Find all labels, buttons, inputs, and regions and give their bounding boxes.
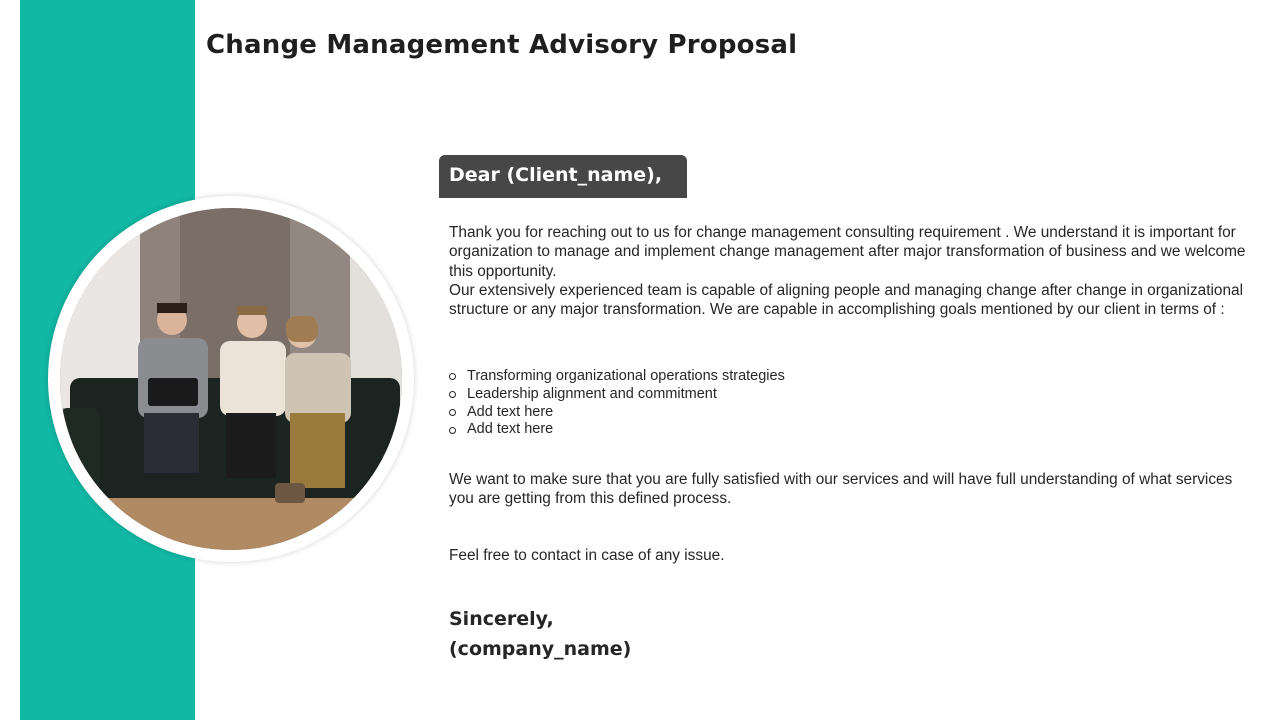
list-item [449, 368, 785, 386]
page-title: Change Management Advisory Proposal [206, 30, 798, 60]
list-item [449, 404, 785, 422]
team-meeting-illustration [60, 208, 402, 550]
signoff-block [449, 604, 631, 664]
team-meeting-photo [60, 208, 402, 550]
intro-paragraph [449, 223, 1249, 319]
contact-line: Feel free to contact in case of any issue. [449, 547, 725, 564]
circle-bullet-icon [449, 373, 456, 380]
closing-paragraph: We want to make sure that you are fully satisfied with our services and will have full understanding of what services you are getting from this defined process. [449, 471, 1233, 508]
company-name: (company_name) [449, 638, 632, 660]
intro-text-1: Thank you for reaching out to us for change management consulting requirement . We understand it is important for organization to manage and implement change management after major transformation of business and we welcome this opportunity. [449, 224, 1246, 280]
intro-text-2: Our extensively experienced team is capable of aligning people and managing change after change in organizational structure or any major transformation. We are capable in accomplishing goals mentioned by our client in terms of : [449, 281, 1244, 319]
circle-bullet-icon [449, 391, 456, 398]
circle-bullet-icon [449, 409, 456, 416]
list-item [449, 386, 785, 404]
list-item-label: Add text here [467, 421, 554, 438]
list-item [449, 421, 785, 439]
photo-frame [48, 196, 414, 562]
goals-list [449, 368, 785, 439]
list-item-label: Leadership alignment and commitment [467, 385, 717, 402]
list-item-label: Add text here [467, 403, 554, 420]
circle-bullet-icon [449, 427, 456, 434]
list-item-label: Transforming organizational operations strategies [467, 368, 785, 384]
signoff-text: Sincerely, [449, 608, 554, 630]
salutation-header: Dear (Client_name), [439, 155, 687, 198]
